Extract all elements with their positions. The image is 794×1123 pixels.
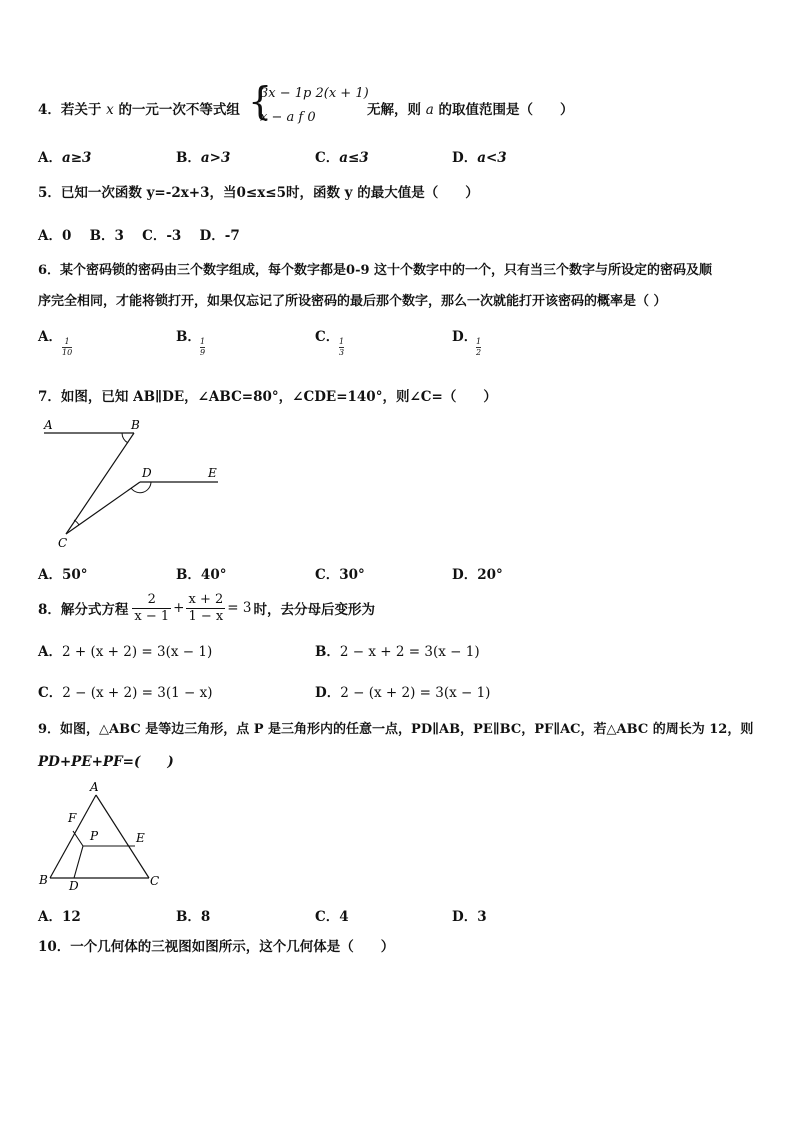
option-letter: A． [38, 150, 62, 166]
option-text: 2 − x + 2 = 3(x − 1) [339, 644, 480, 660]
fraction-numerator: 1 [339, 337, 345, 346]
q7-figure [38, 414, 228, 554]
q6-option-a[interactable] [38, 325, 73, 357]
option-letter: D． [452, 567, 478, 583]
fraction-denominator: 9 [200, 348, 206, 357]
option-text: 4 [339, 909, 349, 925]
q9-figure [36, 778, 166, 893]
q4-option-d[interactable] [452, 146, 507, 166]
option-letter: A． [38, 644, 62, 660]
option-letter: D． [452, 150, 478, 166]
q8-stem [38, 588, 375, 628]
q4-system-line2: x − a f 0 [260, 110, 316, 125]
q8-frac1-denominator: x − 1 [134, 608, 170, 624]
option-text: 8 [200, 909, 211, 925]
option-text: 20° [477, 567, 503, 583]
q9-label-b: B [39, 873, 48, 887]
q4-brace: { [248, 79, 273, 123]
q8-option-d[interactable] [315, 681, 490, 701]
q9-option-a[interactable] [38, 905, 81, 925]
q9-segment-pd [74, 846, 83, 878]
option-text: a≥3 [61, 150, 92, 166]
q8-suffix: 时，去分母后变形为 [253, 602, 375, 618]
q7-line-bc [66, 433, 134, 534]
q7-angle-b-arc [122, 433, 128, 443]
fraction-numerator: 1 [200, 337, 206, 346]
q7-label-c: C [58, 536, 68, 550]
q4-mid: 的一元一次不等式组 [118, 102, 240, 118]
fraction-numerator: 1 [62, 337, 72, 348]
q4-stem-suffix [367, 98, 573, 118]
option-letter: C． [315, 329, 340, 345]
q9-segment-pf [73, 831, 83, 846]
option-fraction [200, 337, 205, 358]
q4-var-a: a [425, 102, 434, 118]
option-text: 2 − (x + 2) = 3(1 − x) [62, 685, 213, 701]
q8-option-b[interactable] [315, 640, 480, 660]
q7-option-d[interactable] [452, 563, 503, 583]
q7-line-cd [66, 482, 140, 534]
q7-label-d: D [142, 466, 152, 480]
q7-label-e: E [208, 466, 217, 480]
q7-option-b[interactable] [176, 563, 226, 583]
option-text: 2 + (x + 2) = 3(x − 1) [61, 644, 213, 660]
q7-label-a: A [44, 418, 53, 432]
option-letter: A． [38, 909, 62, 925]
option-fraction [476, 337, 481, 358]
option-text: 3 [477, 909, 487, 925]
option-text: 40° [200, 567, 227, 583]
option-text: 30° [339, 567, 365, 583]
q7-label-b: B [131, 418, 140, 432]
option-letter: C． [315, 567, 340, 583]
q9-stem-line2: PD+PE+PF=( ) [38, 754, 174, 770]
option-letter: C． [315, 150, 340, 166]
q7-angle-d-arc [131, 482, 151, 493]
fraction-numerator: 1 [476, 337, 482, 346]
option-letter: B． [176, 150, 201, 166]
q9-option-b[interactable] [176, 905, 210, 925]
q10-stem: 10．一个几何体的三视图如图所示，这个几何体是（ ） [38, 939, 395, 955]
q8-fraction-1 [132, 592, 171, 625]
q7-option-c[interactable] [315, 563, 365, 583]
q7-stem: 7．如图，已知 AB∥DE，∠ABC=80°，∠CDE=140°，则∠C=（ ） [38, 389, 497, 405]
option-letter: B． [315, 644, 340, 660]
q9-option-d[interactable] [452, 905, 487, 925]
q8-plus: + [173, 600, 185, 616]
q4-option-b[interactable] [176, 146, 230, 166]
option-fraction [339, 337, 344, 358]
option-fraction [62, 337, 72, 358]
q9-option-c[interactable] [315, 905, 349, 925]
q4-stem [38, 98, 240, 118]
q4-system-line1: 3x − 1p 2(x + 1) [260, 86, 369, 101]
q8-prefix: 8．解分式方程 [38, 602, 129, 618]
q8-option-a[interactable] [38, 640, 212, 660]
q4-prefix: 4．若关于 [38, 102, 102, 118]
option-text: a<3 [477, 150, 507, 166]
fraction-denominator: 3 [339, 348, 345, 357]
q9-label-c: C [150, 874, 160, 888]
option-letter: B． [176, 329, 201, 345]
option-letter: A． [38, 567, 62, 583]
q6-option-b[interactable] [176, 325, 206, 357]
q6-option-d[interactable] [452, 325, 482, 357]
q6-stem-line1: 6．某个密码锁的密码由三个数字组成，每个数字都是0-9 这十个数字中的一个，只有当三个数字与所设定的密码及顺 [38, 263, 713, 278]
q8-frac2-numerator: x + 2 [188, 591, 224, 607]
option-letter: D． [452, 329, 478, 345]
q8-frac2-denominator: 1 − x [188, 608, 224, 624]
option-letter: B． [176, 909, 201, 925]
q4-var-x: x [106, 102, 114, 118]
q9-label-p: P [90, 829, 99, 843]
q9-label-a: A [90, 780, 99, 794]
option-letter: B． [176, 567, 201, 583]
q5-stem: 5．已知一次函数 y=-2x+3，当0≤x≤5时，函数 y 的最大值是（ ） [38, 185, 479, 201]
option-text: a>3 [200, 150, 231, 166]
option-text: 12 [61, 909, 81, 925]
q4-option-a[interactable] [38, 146, 91, 166]
q9-stem-line1: 9．如图，△ABC 是等边三角形，点 P 是三角形内的任意一点，PD∥AB，PE∥BC，PF∥AC，若△ABC 的周长为 12，则 [38, 722, 754, 737]
q6-stem-line2: 序完全相同，才能将锁打开，如果仅忘记了所设密码的最后那个数字，那么一次就能打开该密码的概率是（ ） [38, 294, 667, 309]
q8-equals: = 3 [227, 600, 252, 616]
option-letter: C． [38, 685, 63, 701]
option-letter: A． [38, 329, 62, 345]
option-letter: D． [315, 685, 341, 701]
option-text: a≤3 [339, 150, 369, 166]
q8-option-c[interactable] [38, 681, 212, 701]
option-letter: C． [315, 909, 340, 925]
q4-option-c[interactable] [315, 146, 369, 166]
option-text: 50° [61, 567, 88, 583]
fraction-denominator: 10 [62, 348, 73, 357]
fraction-denominator: 2 [476, 348, 482, 357]
q9-label-f: F [68, 811, 77, 825]
q5-options[interactable]: A．0 B．3 C．-3 D．-7 [38, 228, 240, 244]
q8-fraction-2 [186, 592, 225, 625]
q7-angle-c-arc [74, 520, 79, 525]
option-letter: D． [452, 909, 478, 925]
q8-frac1-numerator: 2 [132, 592, 171, 609]
q7-option-a[interactable] [38, 563, 88, 583]
q4-suffix1: 无解，则 [367, 102, 421, 118]
q9-label-e: E [136, 831, 145, 845]
q9-label-d: D [69, 879, 79, 893]
q4-suffix2: 的取值范围是（ ） [438, 102, 574, 118]
q6-option-c[interactable] [315, 325, 345, 357]
option-text: 2 − (x + 2) = 3(x − 1) [340, 685, 491, 701]
